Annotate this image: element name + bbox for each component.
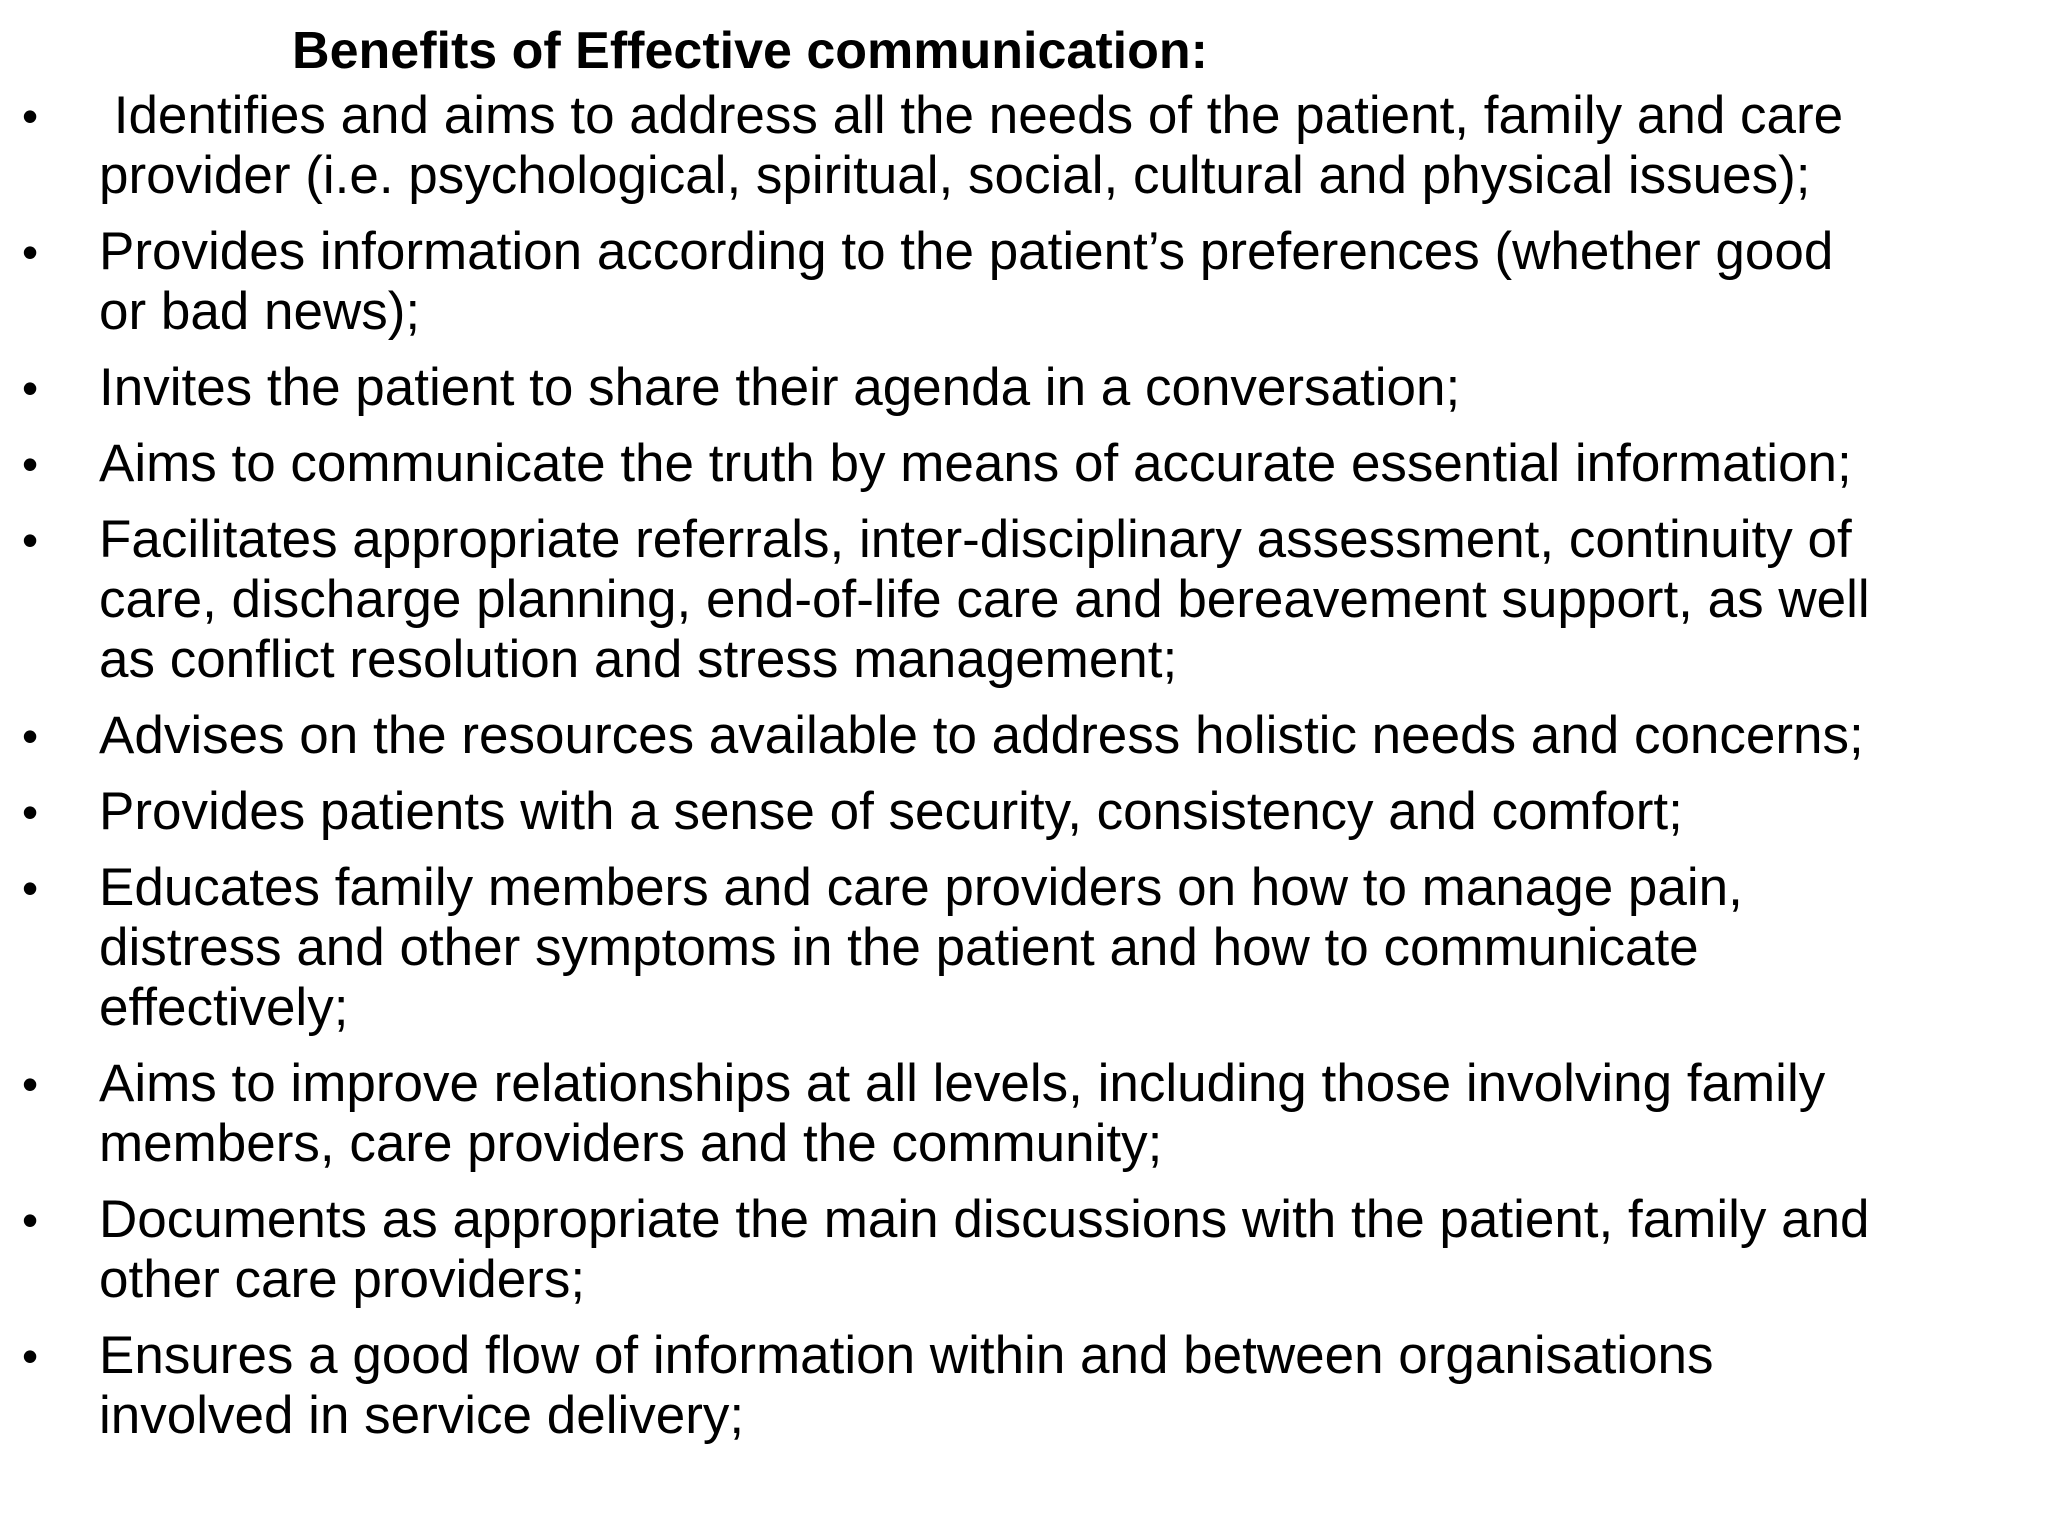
bullet-text-line: Facilitates appropriate referrals, inter-disciplinary assessment, continuity of [99,510,1852,569]
bullet-icon: • [22,362,39,414]
bullet-text-line: Advises on the resources available to address holistic needs and concerns; [99,706,1864,765]
bullet-icon: • [22,514,39,566]
bullet-text-line: distress and other symptoms in the patient and how to communicate [99,918,1699,977]
bullet-item [0,434,2048,494]
bullet-icon: • [22,438,39,490]
bullet-text-line: care, discharge planning, end-of-life care and bereavement support, as well [99,570,1870,629]
bullet-list [0,86,2048,1462]
bullet-item [0,706,2048,766]
bullet-icon: • [22,786,39,838]
bullet-icon: • [22,1194,39,1246]
bullet-item [0,1054,2048,1174]
bullet-item [0,858,2048,1038]
bullet-icon: • [22,226,39,278]
bullet-item [0,782,2048,842]
bullet-icon: • [22,1330,39,1382]
bullet-icon: • [22,710,39,762]
bullet-item [0,1326,2048,1446]
bullet-text-line: Identifies and aims to address all the needs of the patient, family and care [99,86,1844,145]
bullet-item [0,1190,2048,1310]
bullet-text-line: members, care providers and the community; [99,1114,1163,1173]
bullet-item [0,510,2048,690]
bullet-text-line: or bad news); [99,282,421,341]
bullet-text-line: Documents as appropriate the main discussions with the patient, family and [99,1190,1870,1249]
bullet-text-line: provider (i.e. psychological, spiritual, social, cultural and physical issues); [99,146,1811,205]
bullet-text-line: involved in service delivery; [99,1386,745,1445]
slide-title: Benefits of Effective communication: [292,22,1208,80]
bullet-text-line: Aims to improve relationships at all levels, including those involving family [99,1054,1826,1113]
bullet-icon: • [22,1058,39,1110]
bullet-text-line: Aims to communicate the truth by means of accurate essential information; [99,434,1852,493]
bullet-text-line: Invites the patient to share their agenda in a conversation; [99,358,1461,417]
bullet-text-line: effectively; [99,978,349,1037]
bullet-icon: • [22,90,39,142]
bullet-icon: • [22,862,39,914]
bullet-text-line: as conflict resolution and stress management; [99,630,1178,689]
bullet-item [0,358,2048,418]
bullet-item [0,222,2048,342]
bullet-text-line: Provides patients with a sense of security, consistency and comfort; [99,782,1683,841]
bullet-item [0,86,2048,206]
bullet-text-line: Ensures a good flow of information within and between organisations [99,1326,1714,1385]
bullet-text-line: other care providers; [99,1250,586,1309]
bullet-text-line: Provides information according to the patient’s preferences (whether good [99,222,1834,281]
bullet-text-line: Educates family members and care providers on how to manage pain, [99,858,1743,917]
